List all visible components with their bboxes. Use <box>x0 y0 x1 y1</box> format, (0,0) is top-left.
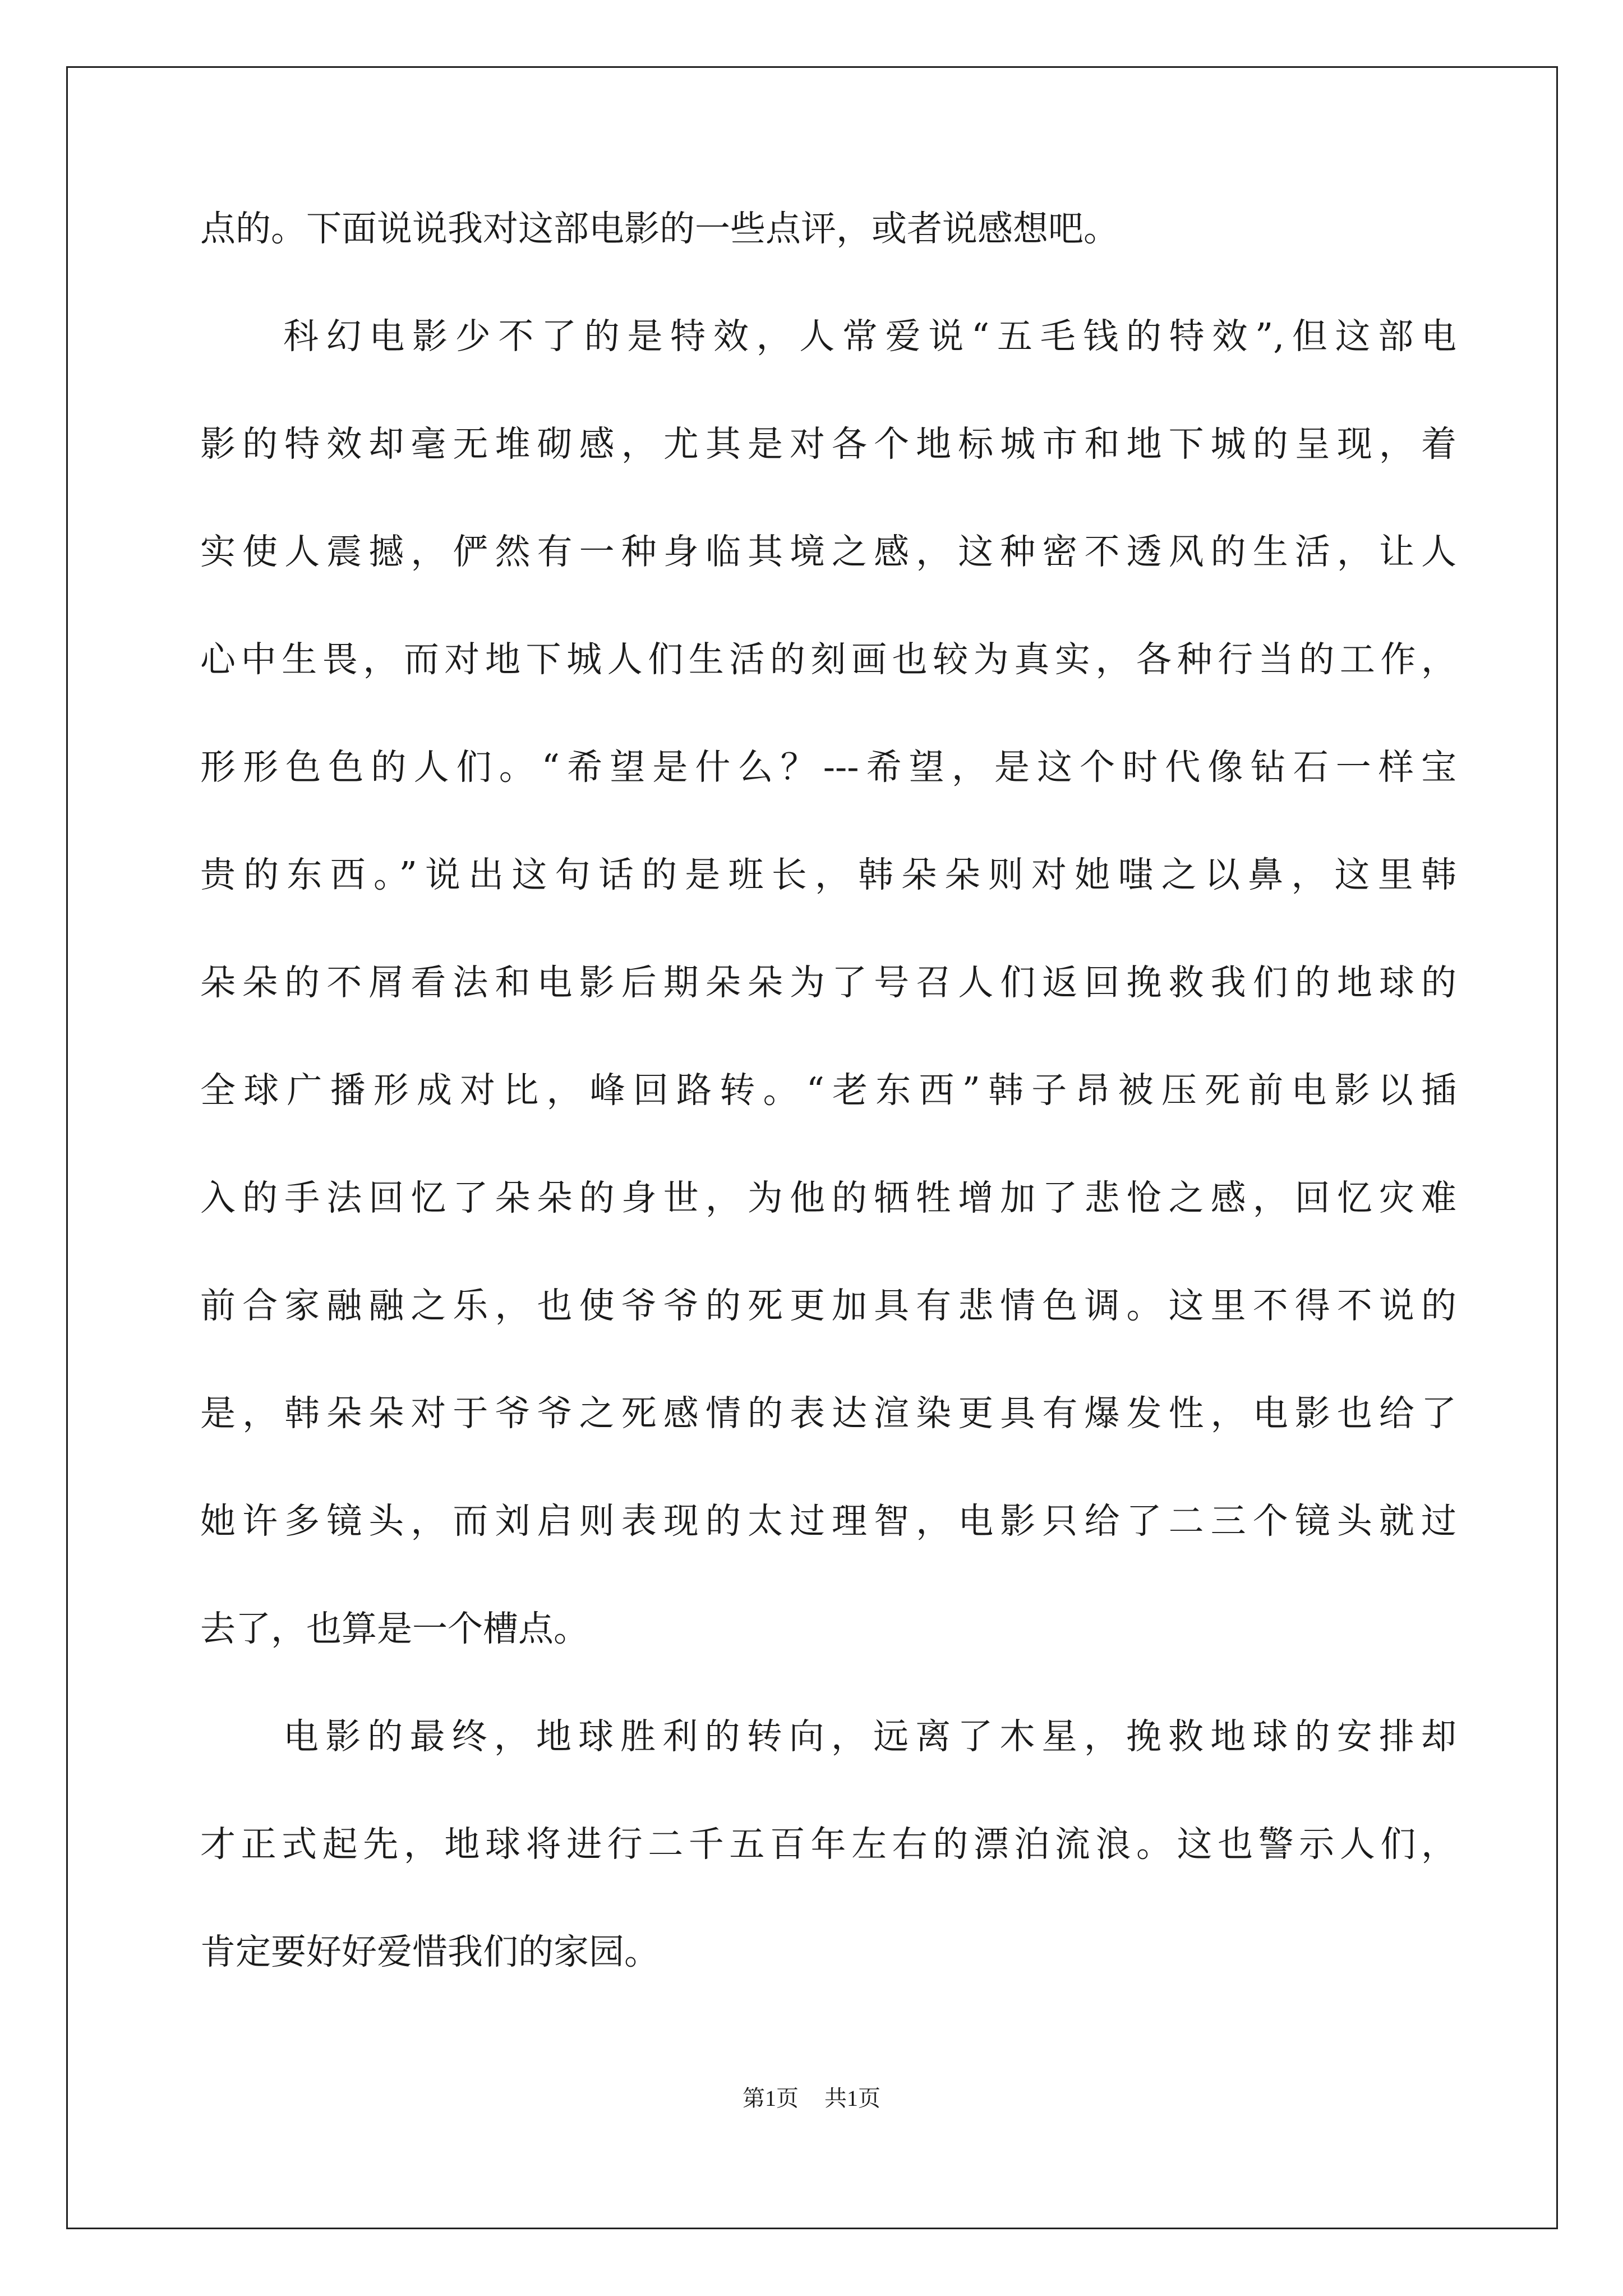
paragraph-line: 她许多镜头，而刘启则表现的太过理智，电影只给了二三个镜头就过 <box>200 1501 1456 1542</box>
paragraph-line: 入的手法回忆了朵朵的身世，为他的牺牲增加了悲怆之感，回忆灾难 <box>200 1177 1456 1218</box>
paragraph-line: 前合家融融之乐，也使爷爷的死更加具有悲情色调。这里不得不说的 <box>200 1285 1456 1326</box>
paragraph-line: 是，韩朵朵对于爷爷之死感情的表达渲染更具有爆发性，电影也给了 <box>200 1393 1456 1434</box>
paragraph-line: 电影的最终，地球胜利的转向，远离了木星，挽救地球的安排却 <box>283 1716 1456 1757</box>
paragraph-line: 朵朵的不屑看法和电影后期朵朵为了号召人们返回挽救我们的地球的 <box>200 962 1456 1003</box>
page-footer <box>0 2085 1623 2112</box>
page-total: 共1页 <box>824 2086 880 2111</box>
paragraph-line: 心中生畏，而对地下城人们生活的刻画也较为真实，各种行当的工作， <box>200 639 1456 680</box>
document-body <box>200 208 1456 2042</box>
paragraph-line: 肯定要好好爱惜我们的家园。 <box>200 1931 660 1972</box>
paragraph-line: 点的。下面说说我对这部电影的一些点评，或者说感想吧。 <box>200 208 1119 249</box>
page-number: 第1页 <box>743 2086 799 2111</box>
paragraph-line: 才正式起先，地球将进行二千五百年左右的漂泊流浪。这也警示人们， <box>200 1824 1456 1865</box>
paragraph-line: 贵的东西。”说出这句话的是班长，韩朵朵则对她嗤之以鼻，这里韩 <box>200 854 1456 895</box>
paragraph-line: 实使人震撼，俨然有一种身临其境之感，这种密不透风的生活，让人 <box>200 531 1456 572</box>
paragraph-line: 科幻电影少不了的是特效，人常爱说“五毛钱的特效”,但这部电 <box>283 316 1456 357</box>
paragraph-line: 全球广播形成对比，峰回路转。“老东西”韩子昂被压死前电影以插 <box>200 1070 1456 1111</box>
paragraph-line: 去了，也算是一个槽点。 <box>200 1608 589 1649</box>
paragraph-line: 形形色色的人们。“希望是什么？---希望，是这个时代像钻石一样宝 <box>200 747 1456 788</box>
paragraph-line: 影的特效却毫无堆砌感，尤其是对各个地标城市和地下城的呈现，着 <box>200 424 1456 464</box>
